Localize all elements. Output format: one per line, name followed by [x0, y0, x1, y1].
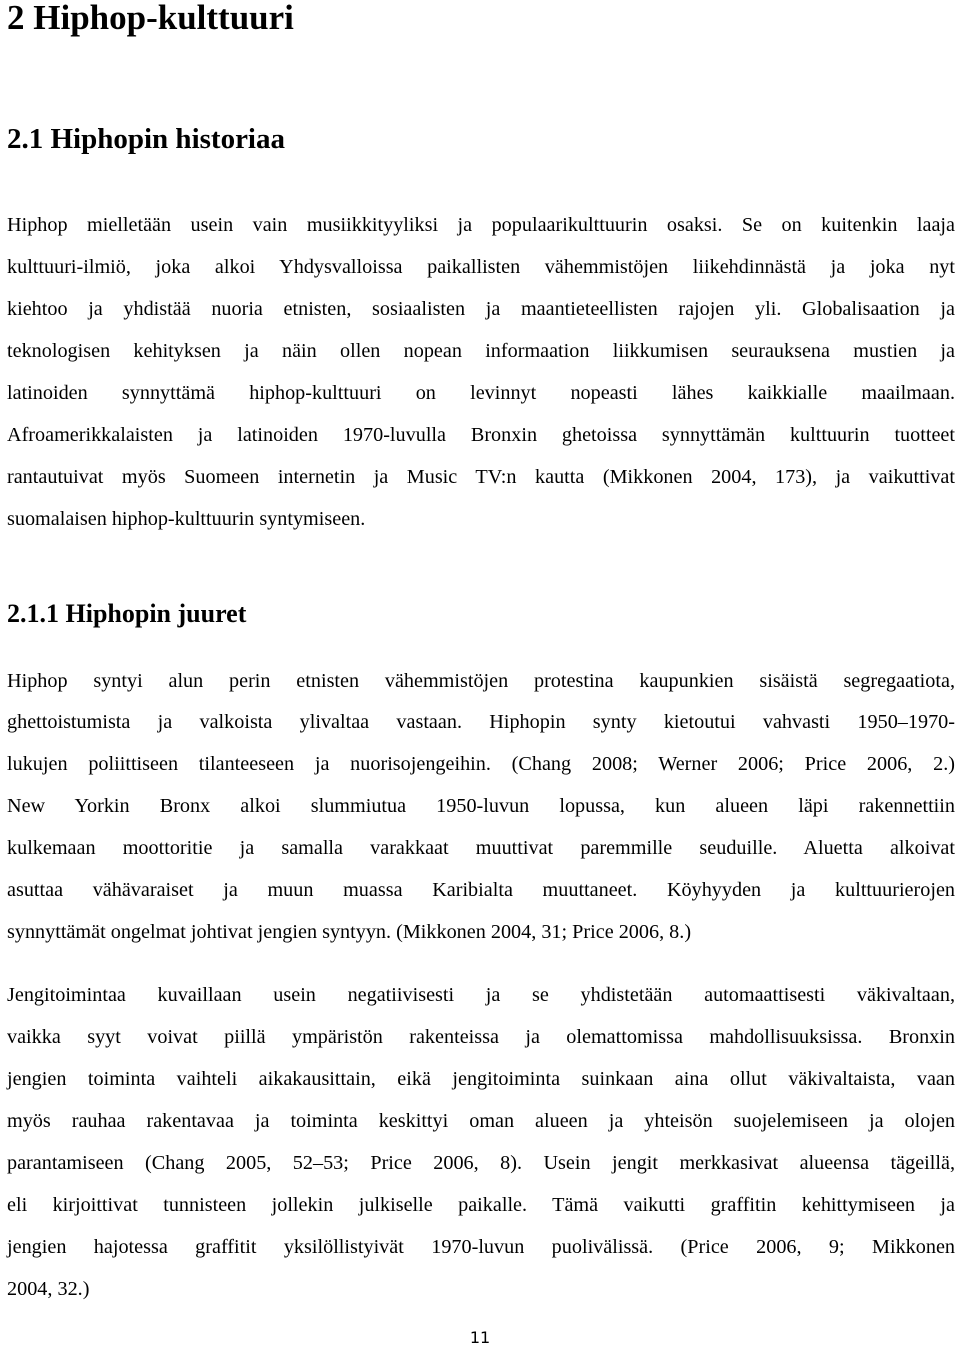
paragraph-line: kulkemaan moottoritie ja samalla varakkaat muuttivat paremmille seuduille. Aluetta alkoivat [7, 837, 955, 859]
paragraph-line: Afroamerikkalaisten ja latinoiden 1970-luvulla Bronxin ghetoissa synnyttämän kulttuurin tuotteet [7, 424, 955, 446]
chapter-heading: 2 Hiphop-kulttuuri [7, 0, 294, 37]
paragraph-line: jengien hajotessa graffitit yksilöllistyivät 1970-luvun puolivälissä. (Price 2006, 9; Mikkonen [7, 1236, 955, 1258]
paragraph-line: kiehtoo ja yhdistää nuoria etnisten, sosiaalisten ja maantieteellisten rajojen yli. Globalisaation ja [7, 298, 955, 320]
paragraph-line: synnyttämät ongelmat johtivat jengien syntyyn. (Mikkonen 2004, 31; Price 2006, 8.) [7, 921, 692, 943]
paragraph-line: latinoiden synnyttämä hiphop-kulttuuri on levinnyt nopeasti lähes kaikkialle maailmaan. [7, 382, 955, 404]
paragraph-line: myös rauhaa rakentavaa ja toiminta keskittyi oman alueen ja yhteisön suojelemiseen ja olojen [7, 1110, 955, 1132]
paragraph-line: Hiphop mielletään usein vain musiikkityyliksi ja populaarikulttuurin osaksi. Se on kuitenkin laaja [7, 214, 955, 236]
paragraph-line: suomalaisen hiphop-kulttuurin syntymiseen. [7, 508, 366, 530]
paragraph-line: 2004, 32.) [7, 1278, 90, 1300]
paragraph-line: eli kirjoittivat tunnisteen jollekin julkiselle paikalle. Tämä vaikutti graffitin kehittymiseen ja [7, 1194, 955, 1216]
paragraph-line: Jengitoimintaa kuvaillaan usein negatiivisesti ja se yhdistetään automaattisesti väkivaltaan, [7, 984, 955, 1006]
paragraph-line: New Yorkin Bronx alkoi slummiutua 1950-luvun lopussa, kun alueen läpi rakennettiin [7, 795, 955, 817]
section-heading: 2.1 Hiphopin historiaa [7, 123, 285, 155]
paragraph-line: Hiphop syntyi alun perin etnisten vähemmistöjen protestina kaupunkien sisäistä segregaatiota, [7, 670, 955, 692]
paragraph-line: vaikka syyt voivat piillä ympäristön rakenteissa ja olemattomissa mahdollisuuksissa. Bronxin [7, 1026, 955, 1048]
paragraph-line: jengien toiminta vaihteli aikakausittain, eikä jengitoiminta suinkaan aina ollut väkivaltaista, vaan [7, 1068, 955, 1090]
paragraph-line: teknologisen kehityksen ja näin ollen nopean informaation liikkumisen seurauksena mustien ja [7, 340, 955, 362]
paragraph-line: kulttuuri-ilmiö, joka alkoi Yhdysvalloissa paikallisten vähemmistöjen liikehdinnästä ja joka nyt [7, 256, 955, 278]
paragraph-line: rantautuivat myös Suomeen internetin ja Music TV:n kautta (Mikkonen 2004, 173), ja vaikuttivat [7, 466, 955, 488]
subsection-heading: 2.1.1 Hiphopin juuret [7, 599, 247, 628]
page-number: 11 [469, 1328, 491, 1347]
paragraph-line: parantamiseen (Chang 2005, 52–53; Price 2006, 8). Usein jengit merkkasivat alueensa tägeillä, [7, 1152, 955, 1174]
paragraph-line: lukujen poliittiseen tilanteeseen ja nuorisojengeihin. (Chang 2008; Werner 2006; Price 2006, 2.) [7, 753, 955, 775]
paragraph-line: ghettoistumista ja valkoista ylivaltaa vastaan. Hiphopin synty kietoutui vahvasti 1950–1970- [7, 711, 955, 733]
paragraph-line: asuttaa vähävaraiset ja muun muassa Karibialta muuttaneet. Köyhyyden ja kulttuurierojen [7, 879, 955, 901]
